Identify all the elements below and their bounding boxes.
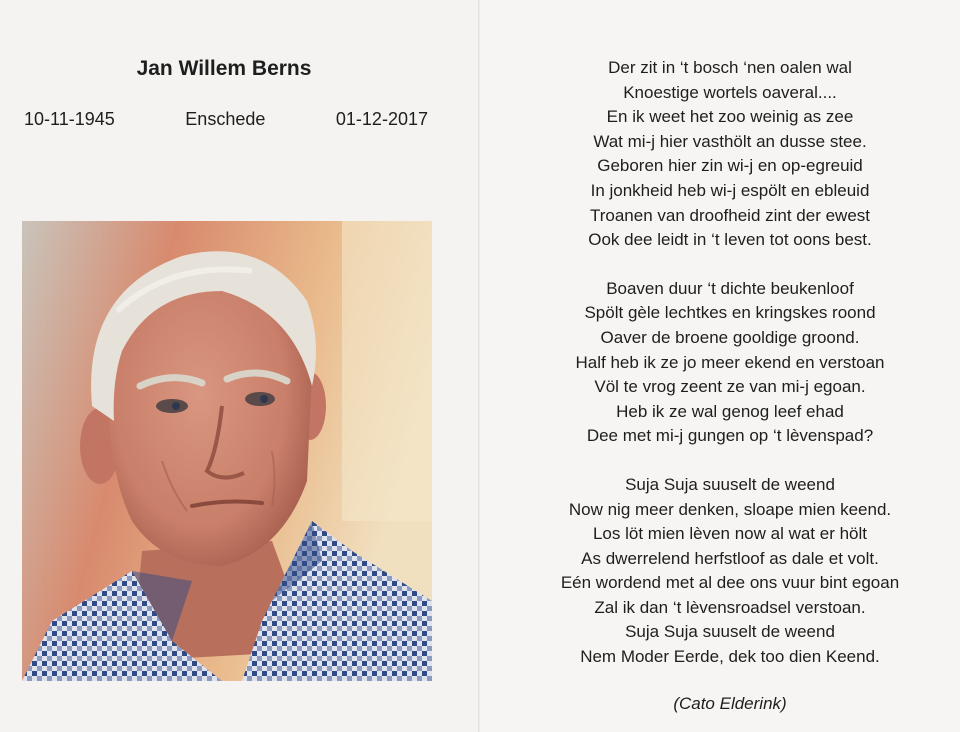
poem-line: Der zit in ‘t bosch ‘nen oalen wal <box>608 58 852 77</box>
poem-line: Suja Suja suuselt de weend <box>625 474 835 494</box>
death-date: 01-12-2017 <box>335 109 428 129</box>
poem-stanza-2 <box>480 277 960 449</box>
poem-line: Spölt gèle lechtkes en kringskes roond <box>584 303 876 323</box>
poem-line: Ook dee leidt in ‘t leven tot oons best. <box>588 230 872 250</box>
poem-line: Eén wordend met al dee ons vuur bint egoan <box>560 573 900 593</box>
poem-line: Los löt mien lèven now al wat er hölt <box>592 524 868 544</box>
poem-line: Troanen van droofheid zint der ewest <box>589 205 871 225</box>
poem <box>480 56 960 716</box>
poem-line: Suja Suja suuselt de weend <box>625 622 835 642</box>
poem-line: Oaver de broene gooldige groond. <box>600 327 860 347</box>
poem-line: Völ te vrog zeent ze van mi-j egoan. <box>594 377 866 397</box>
dates-row <box>24 109 428 130</box>
portrait-photo <box>22 221 432 681</box>
poem-line: Now nig meer denken, sloape mien keend. <box>568 499 892 519</box>
poem-stanza-1 <box>480 56 960 253</box>
poem-line: Half heb ik ze jo meer ekend en verstoan <box>575 352 885 372</box>
poem-author: (Cato Elderink) <box>673 693 787 713</box>
birth-date: 10-11-1945 <box>24 109 115 129</box>
poem-line: Zal ik dan ‘t lèvensroadsel verstoan. <box>594 597 866 617</box>
poem-line: Nem Moder Eerde, dek too dien Keend. <box>580 647 880 667</box>
poem-line: Dee met mi-j gungen op ‘t lèvenspad? <box>586 426 874 446</box>
poem-line: Knoestige wortels oaveral.... <box>623 82 837 102</box>
poem-stanza-3 <box>480 473 960 670</box>
poem-line: Geboren hier zin wi-j en op-egreuid <box>597 156 863 176</box>
place-name: Enschede <box>185 109 266 129</box>
poem-line: Wat mi-j hier vasthölt an dusse stee. <box>593 131 867 151</box>
portrait-illustration <box>22 221 432 681</box>
deceased-name: Jan Willem Berns <box>136 57 312 80</box>
poem-line: En ik weet het zoo weinig as zee <box>606 107 854 127</box>
poem-line: In jonkheid heb wi-j espölt en ebleuid <box>590 180 870 200</box>
poem-line: As dwerrelend herfstloof as dale et volt. <box>581 548 879 568</box>
poem-line: Heb ik ze wal genog leef ehad <box>616 401 844 421</box>
poem-line: Boaven duur ‘t dichte beukenloof <box>606 278 854 298</box>
